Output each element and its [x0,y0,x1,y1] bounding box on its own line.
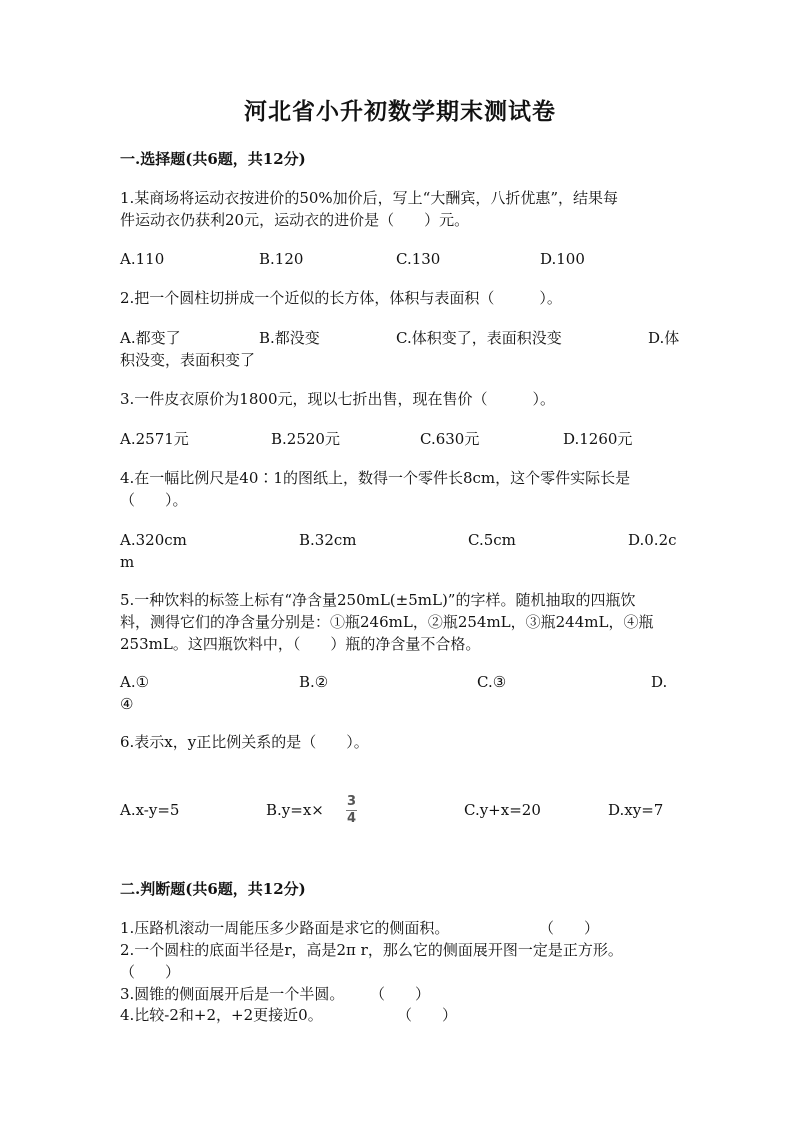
question-5-line-3: 253mL。这四瓶饮料中，（ ）瓶的净含量不合格。 [120,635,481,653]
q2-option-d: D.体 [648,329,680,347]
question-1-line-2: 件运动衣仍获利20元，运动衣的进价是（ ）元。 [120,211,470,229]
q6-option-d: D.xy=7 [608,801,664,819]
q4-option-d: D.0.2c [628,531,677,549]
q1-option-b: B.120 [259,250,304,268]
q2-option-b: B.都没变 [259,329,320,347]
question-1 [120,187,685,231]
q3-option-a: A.2571元 [120,430,189,448]
question-2: 2.把一个圆柱切拼成一个近似的长方体，体积与表面积（ ）。 [120,289,562,307]
question-1-line-1: 1.某商场将运动衣按进价的50%加价后，写上“大酬宾，八折优惠”，结果每 [120,189,618,207]
q4-option-d-continued: m [120,553,135,571]
question-6: 6.表示x，y正比例关系的是（ ）。 [120,733,369,751]
q6-option-b-fraction [346,795,357,826]
q4-option-c: C.5cm [468,531,516,549]
judge-item-1-blank: （ ） [539,919,600,937]
q4-option-a: A.320cm [120,531,187,549]
judge-item-3-blank: （ ） [370,985,431,1003]
q1-option-d: D.100 [540,250,585,268]
q5-option-a: A.① [120,673,150,691]
question-4 [120,467,685,511]
q6-option-b: B.y=x× [266,801,324,819]
q5-option-d-continued: ④ [120,695,134,713]
judge-item-1: 1.压路机滚动一周能压多少路面是求它的侧面积。 [120,919,450,937]
q3-option-b: B.2520元 [271,430,340,448]
judge-item-2: 2.一个圆柱的底面半径是r，高是2π r，那么它的侧面展开图一定是正方形。 [120,941,623,959]
q1-option-c: C.130 [396,250,441,268]
q5-option-b: B.② [299,673,329,691]
q6-option-a: A.x-y=5 [120,801,180,819]
q4-option-b: B.32cm [299,531,357,549]
q3-option-c: C.630元 [420,430,480,448]
section-heading-judgement: 二.判断题(共6题，共12分) [120,880,306,898]
page-title: 河北省小升初数学期末测试卷 [244,98,556,125]
q5-option-d: D. [651,673,668,691]
fraction-numerator: 3 [346,794,357,809]
q2-option-d-continued: 积没变，表面积变了 [120,351,256,369]
q5-option-c: C.③ [477,673,507,691]
q2-option-a: A.都变了 [120,329,181,347]
question-5 [120,589,685,655]
question-4-line-1: 4.在一幅比例尺是40∶1的图纸上，数得一个零件长8cm，这个零件实际长是 [120,469,631,487]
q2-option-c: C.体积变了，表面积没变 [396,329,562,347]
q3-option-d: D.1260元 [563,430,633,448]
question-5-line-2: 料，测得它们的净含量分别是：①瓶246mL，②瓶254mL，③瓶244mL，④瓶 [120,613,654,631]
q1-option-a: A.110 [120,250,165,268]
q6-option-c: C.y+x=20 [464,801,541,819]
fraction-denominator: 4 [346,811,357,826]
section-heading-choice: 一.选择题(共6题，共12分) [120,150,306,168]
judge-item-4-blank: （ ） [397,1006,458,1024]
question-5-line-1: 5.一种饮料的标签上标有“净含量250mL(±5mL)”的字样。随机抽取的四瓶饮 [120,591,636,609]
question-4-line-2: （ ）。 [120,491,188,509]
judge-item-3: 3.圆锥的侧面展开后是一个半圆。 [120,985,345,1003]
judge-item-2-blank: （ ） [120,963,181,981]
judge-item-4: 4.比较-2和+2，+2更接近0。 [120,1006,323,1024]
question-3: 3.一件皮衣原价为1800元，现以七折出售，现在售价（ ）。 [120,390,555,408]
